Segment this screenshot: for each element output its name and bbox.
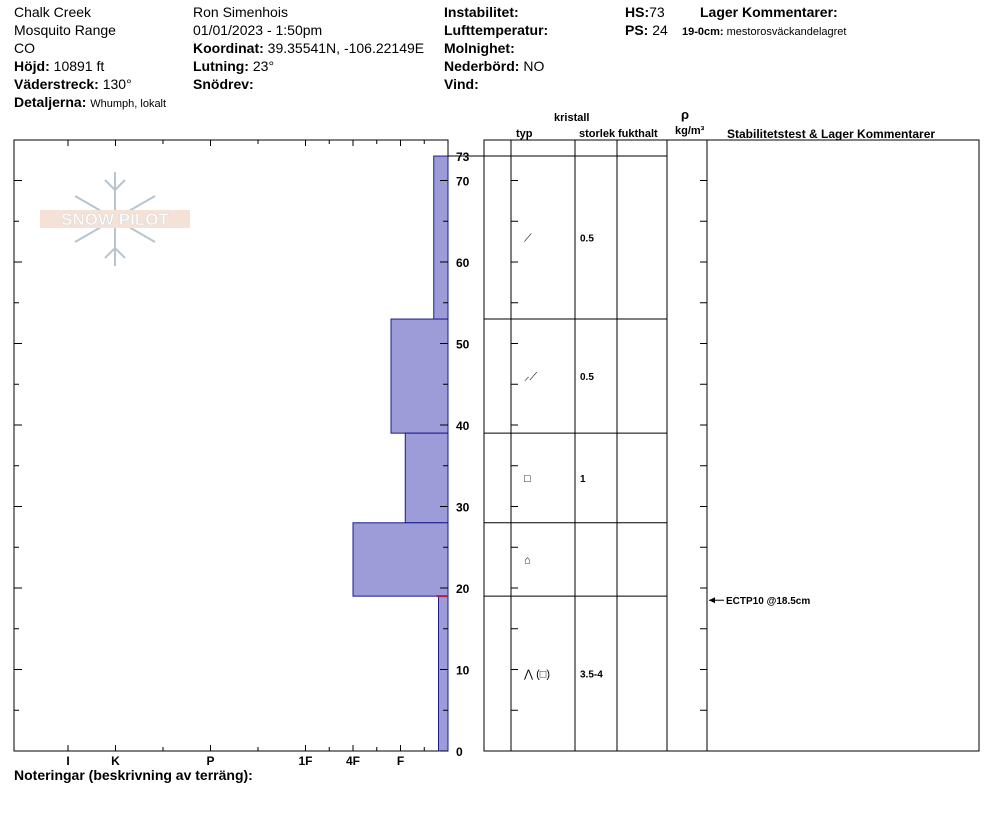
elevation-value: 10891 ft — [53, 58, 105, 74]
x-tick-label: F — [396, 754, 405, 768]
layer-table-frame — [484, 140, 979, 751]
crystal-type-symbol: ⸝⟋ — [524, 371, 538, 384]
y-tick-label: 10 — [456, 663, 470, 678]
aspect-label: Väderstreck: — [14, 76, 99, 92]
crystal-size: 0.5 — [580, 372, 594, 384]
details-value: Whumph, lokalt — [90, 98, 167, 110]
x-tick-label: K — [111, 754, 120, 768]
aspect-value: 130° — [102, 76, 132, 92]
layer-comment-text: mestorosväckandelagret — [726, 26, 847, 38]
hardness-bar — [353, 523, 448, 596]
y-tick-label: 50 — [456, 337, 470, 352]
crystal-size: 1 — [580, 473, 586, 485]
crystal-size: 0.5 — [580, 233, 594, 245]
moisture-header: fukthalt — [618, 128, 658, 140]
stability-test-label: ECTP10 @18.5cm — [726, 596, 811, 608]
slope-value: 23° — [252, 58, 275, 74]
arrow-head-icon — [709, 597, 715, 603]
y-tick-label: 0 — [456, 745, 463, 759]
precipitation-value: NO — [523, 58, 545, 74]
terrain-notes-label: Noteringar (beskrivning av terräng): — [14, 767, 253, 783]
observer-name: Ron Simenhois — [193, 4, 288, 20]
x-tick-label: I — [66, 754, 70, 768]
hardness-plot-frame — [14, 140, 448, 751]
coordinates-label: Koordinat: — [193, 40, 264, 56]
state: CO — [14, 40, 35, 56]
layer-comment-depth: 19-0cm: — [682, 26, 724, 38]
stability-header: Stabilitetstest & Lager Kommentarer — [727, 127, 936, 141]
wind-label: Vind: — [444, 76, 479, 92]
cloud-cover-label: Molnighet: — [444, 40, 515, 56]
location-name: Chalk Creek — [14, 4, 92, 20]
ps-label: PS: — [625, 22, 649, 38]
x-tick-label: 4F — [345, 754, 361, 768]
y-tick-label: 30 — [456, 500, 470, 515]
hs-value: 73 — [649, 4, 665, 20]
x-tick-label: P — [206, 754, 215, 768]
hs-label: HS: — [625, 4, 650, 20]
slope-label: Lutning: — [193, 58, 249, 74]
crystal-type-symbol: □ — [524, 472, 531, 485]
density-rho-header: ρ — [681, 107, 690, 122]
hardness-bar — [391, 319, 448, 433]
observation-datetime: 01/01/2023 - 1:50pm — [193, 22, 323, 38]
crystal-type-symbol: ⌂ — [524, 554, 531, 567]
density-unit-header: kg/m³ — [675, 125, 705, 137]
hardness-bar — [405, 433, 448, 523]
air-temperature-label: Lufttemperatur: — [444, 22, 549, 38]
logo-text: SNOW PILOT — [61, 210, 169, 229]
snowpilot-logo — [40, 172, 190, 266]
precipitation-label: Nederbörd: — [444, 58, 520, 74]
coordinates-value: 39.35541N, -106.22149E — [267, 40, 425, 56]
size-header: storlek — [579, 128, 616, 140]
mountain-range: Mosquito Range — [14, 22, 116, 38]
crystal-size: 3.5-4 — [580, 669, 603, 681]
y-tick-label: 73 — [456, 150, 470, 165]
instability-label: Instabilitet: — [444, 4, 519, 20]
layer-comments-label: Lager Kommentarer: — [700, 4, 838, 20]
y-tick-label: 60 — [456, 256, 470, 270]
type-header: typ — [516, 128, 533, 140]
y-tick-label: 40 — [456, 419, 470, 433]
snow-drift-label: Snödrev: — [193, 76, 254, 92]
y-tick-label: 20 — [456, 582, 470, 596]
elevation-label: Höjd: — [14, 58, 50, 74]
crystal-type-symbol: ⟋ — [524, 232, 532, 245]
hardness-bar — [439, 596, 449, 751]
y-tick-label: 70 — [456, 174, 470, 189]
crystal-type-symbol: ⋀ (□) — [524, 668, 551, 681]
ps-value: 24 — [652, 22, 668, 38]
x-tick-label: 1F — [298, 754, 313, 768]
details-label: Detaljerna: — [14, 94, 87, 110]
crystal-header: kristall — [554, 112, 590, 124]
